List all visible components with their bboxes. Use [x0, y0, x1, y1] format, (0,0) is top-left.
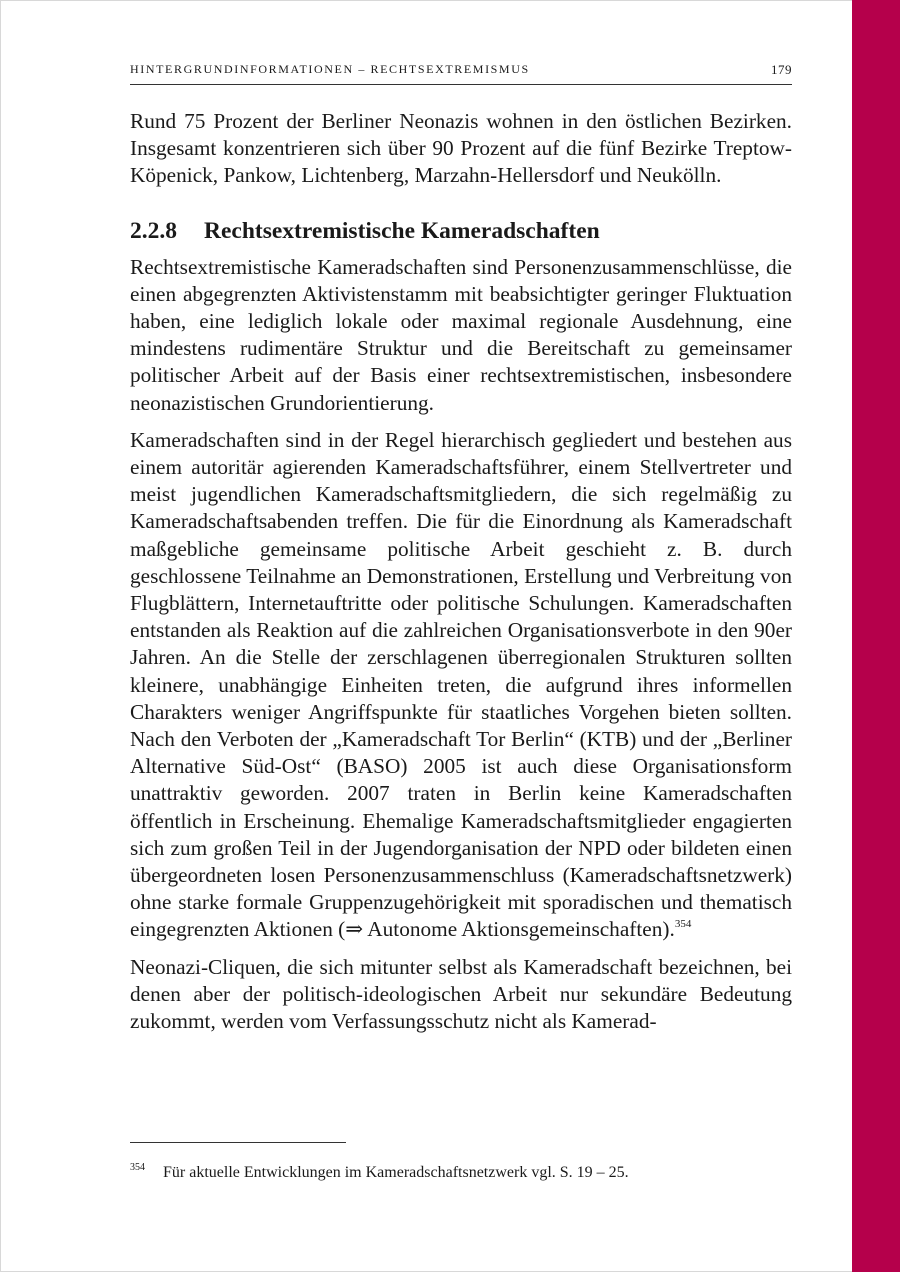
paragraph-structure-text: Kameradschaften sind in der Regel hierarchisch gegliedert und bestehen aus einem autoritär agierenden Kameradschaftsführer, einem Stellvertreter und meist jugendlichen Kameradschaftsmitgliedern, die sich regelmäßig zu Kameradschaftsabenden treffen. Die für die Einordnung als Kameradschaft maßgebliche gemeinsame politische Arbeit geschieht z. B. durch geschlossene Teilnahme an Demonstrationen, Erstellung und Verbreitung von Flugblättern, Internetauftritte oder politische Schulungen. Kameradschaften entstanden als Reaktion auf die zahlreichen Organisationsverbote in den 90er Jahren. An die Stelle der zerschlagenen überregionalen Strukturen sollten kleinere, unabhängige Einheiten treten, die aufgrund ihres informellen Charakters weniger Angriffspunkte für staatliches Vorgehen bieten sollten. Nach den Verboten der „Kameradschaft Tor Berlin“ (KTB) und der „Berliner Alternative Süd-Ost“ (BASO) 2005 ist auch diese Organisationsform unattraktiv geworden. 2007 traten in Berlin keine Kameradschaften öffentlich in Erscheinung. Ehemalige Kameradschaftsmitglieder engagierten sich zum großen Teil in der Jugendorganisation der NPD oder bildeten einen übergeordneten losen Personenzusammenschluss (Kameradschaftsnetzwerk) ohne starke formale Gruppenzugehörigkeit mit sporadischen und thematisch eingegrenzten Aktionen (⇒ Autonome Aktionsgemeinschaften).	[130, 427, 792, 942]
page-body	[130, 108, 792, 1045]
paragraph-cliques: Neonazi-Cliquen, die sich mitunter selbst als Kameradschaft bezeichnen, bei denen aber der politisch-ideologischen Arbeit nur sekundäre Bedeutung zukommt, werden vom Verfassungsschutz nicht als Kamerad-	[130, 954, 792, 1034]
paragraph-structure	[130, 427, 792, 944]
running-header	[130, 62, 792, 85]
header-title: HINTERGRUNDINFORMATIONEN – RECHTSEXTREMISMUS	[130, 62, 530, 76]
footnote-text: Für aktuelle Entwicklungen im Kameradschaftsnetzwerk vgl. S. 19 – 25.	[163, 1164, 629, 1181]
footnote	[130, 1162, 792, 1184]
footnote-reference[interactable]: 354	[674, 918, 692, 931]
section-number: 2.2.8	[130, 217, 177, 244]
paragraph-definition: Rechtsextremistische Kameradschaften sind Personenzusammenschlüsse, die einen abgegrenzten Aktivistenstamm mit beabsichtigter geringer Fluktuation haben, eine lediglich lokale oder maximal regionale Ausdehnung, eine mindestens rudimentäre Struktur und die Bereitschaft zu gemeinsamer politischer Arbeit auf der Basis einer rechtsextremistischen, insbesondere neonazistischen Grundorientierung.	[130, 254, 792, 415]
intro-paragraph: Rund 75 Prozent der Berliner Neonazis wohnen in den östlichen Bezirken. Insgesamt konzentrieren sich über 90 Prozent auf die fünf Bezirke Treptow-Köpenick, Pankow, Lichtenberg, Marzahn-Hellersdorf und Neukölln.	[130, 109, 792, 188]
footnote-divider	[130, 1142, 346, 1143]
section-heading	[130, 216, 792, 246]
section-title: Rechtsextremistische Kameradschaften	[204, 217, 600, 244]
page-number: 179	[771, 62, 792, 77]
footnote-marker: 354	[130, 1162, 145, 1173]
side-color-band	[852, 0, 900, 1272]
